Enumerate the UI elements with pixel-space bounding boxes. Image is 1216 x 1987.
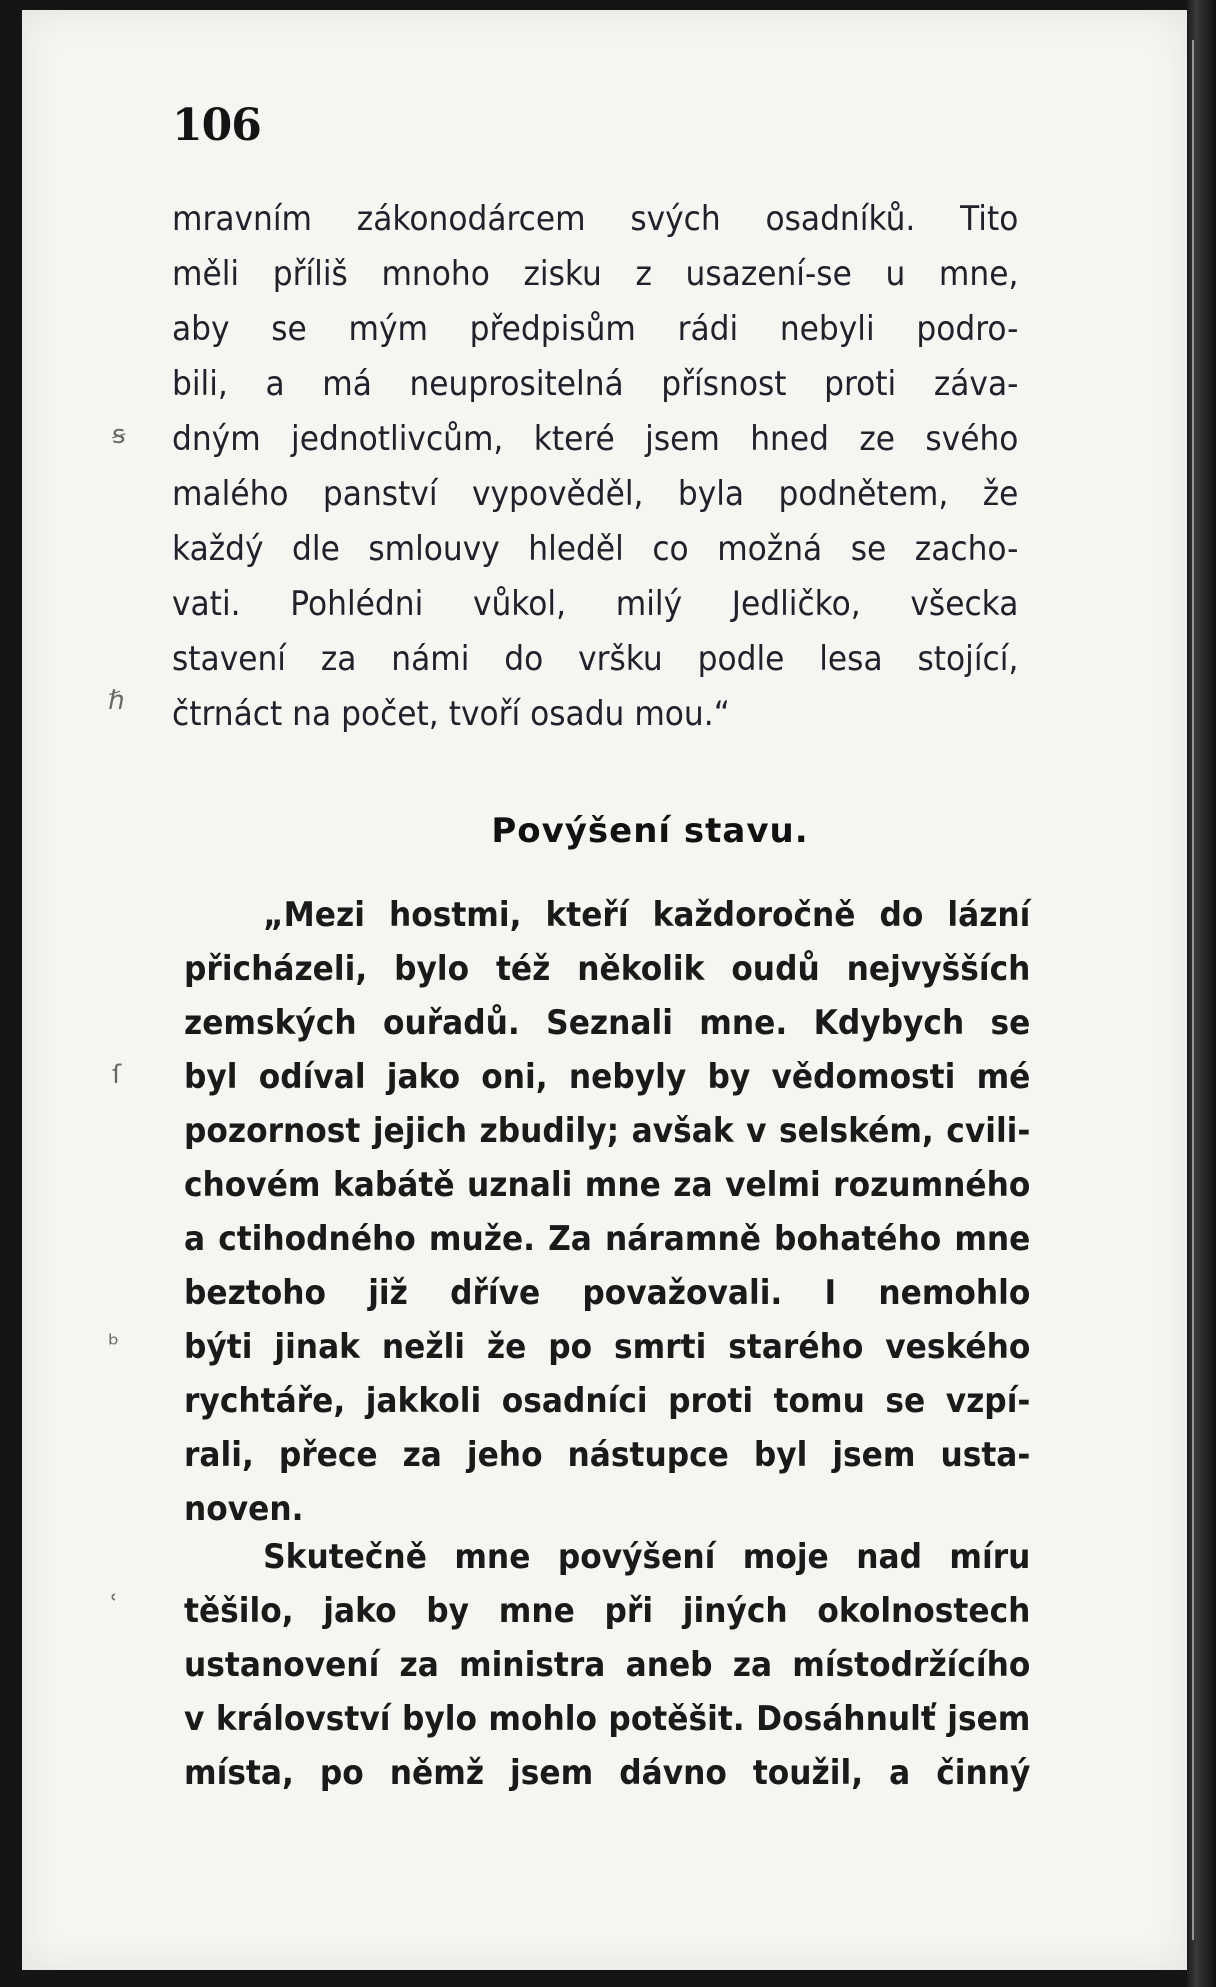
text-line: stavení za námi do vršku podle lesa stojící, [172, 639, 1019, 679]
text-line: a ctihodného muže. Za náramně bohatého mne [184, 1219, 1031, 1259]
margin-annotation-1: ꞩ [112, 420, 126, 450]
margin-annotation-5: ʿ [110, 1590, 118, 1620]
text-line: noven. [184, 1489, 304, 1529]
margin-annotation-4: ᵇ [108, 1330, 120, 1360]
text-line: malého panství vypověděl, byla podnětem, že [172, 474, 1019, 514]
text-line: bili, a má neuprositelná přísnost proti záva- [172, 364, 1019, 404]
text-line: těšilo, jako by mne při jiných okolnostech [184, 1591, 1031, 1631]
paragraph-3 [184, 1530, 1104, 1800]
text-line: Skutečně mne povýšení moje nad míru [263, 1537, 1031, 1577]
paragraph-1 [172, 192, 1092, 742]
text-line: vati. Pohlédni vůkol, milý Jedličko, všecka [172, 584, 1019, 624]
margin-annotation-2: ℏ [108, 686, 125, 716]
page-edge-line [1192, 40, 1194, 1940]
text-line: dným jednotlivcům, které jsem hned ze svého [172, 419, 1019, 459]
section-heading: Povýšení stavu. [491, 811, 809, 851]
text-line: čtrnáct na počet, tvoří osadu mou.“ [172, 694, 730, 734]
text-line: každý dle smlouvy hleděl co možná se zacho- [172, 529, 1019, 569]
text-line: aby se mým předpisům rádi nebyli podro- [172, 309, 1019, 349]
text-line: býti jinak nežli že po smrti starého veského [184, 1327, 1031, 1367]
text-line: rali, přece za jeho nástupce byl jsem usta- [184, 1435, 1031, 1475]
text-line: „Mezi hostmi, kteří každoročně do lázní [263, 895, 1031, 935]
text-line: místa, po němž jsem dávno toužil, a činný [184, 1753, 1031, 1793]
text-line: chovém kabátě uznali mne za velmi rozumného [184, 1165, 1031, 1205]
text-line: byl odíval jako oni, nebyly by vědomosti mé [184, 1057, 1031, 1097]
text-line: ustanovení za ministra aneb za místodržícího [184, 1645, 1031, 1685]
text-line: pozornost jejich zbudily; avšak v selském, cvili- [184, 1111, 1031, 1151]
text-line: rychtáře, jakkoli osadníci proti tomu se vzpí- [184, 1381, 1031, 1421]
page-number: 106 [172, 100, 261, 151]
text-line: přicházeli, bylo též několik oudů nejvyšších [184, 949, 1031, 989]
paragraph-2 [184, 888, 1104, 1536]
text-line: zemských ouřadů. Seznali mne. Kdybych se [184, 1003, 1031, 1043]
margin-annotation-3: ſ [112, 1060, 122, 1090]
text-line: beztoho již dříve považovali. I nemohlo [184, 1273, 1031, 1313]
text-line: měli příliš mnoho zisku z usazení-se u mne, [172, 254, 1019, 294]
text-line: mravním zákonodárcem svých osadníků. Tito [172, 199, 1019, 239]
text-line: v království bylo mohlo potěšit. Dosáhnulť jsem [184, 1699, 1031, 1739]
